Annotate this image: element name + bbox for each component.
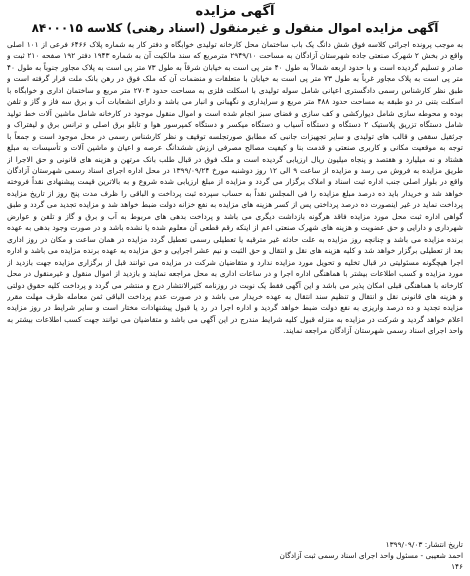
publish-date: تاریخ انتشار: ۱۳۹۹/۰۹/۰۳ <box>385 540 463 549</box>
notice-body: به موجب پرونده اجرائی کلاسه فوق شش دانگ یک باب ساختمان محل کارخانه تولیدی خوابگاه و دفتر کار به شماره پلاک ۶۴۶۶ فرعی از ۱۰۱ اصلی واقع در بخش ۲ شهرک صنعتی جاده شهرستان آزادگان به مساحت ۲۹۴۹/۱۰ مترمربع که سند مالکیت آن به شماره ۱۹۴۳ دفتر ۱۹۲ صفحه ۲۱۰ ثبت و صادر و تسلیم گردیده است و با حدود اربعه شمالاً به طول ۴۰ متر پی است به خیابان شرقاً به طول ۷۳ متر پی است به پلاک مجاور جنوباً به طول ۴۰ متر پی است به پلاک مجاور غرباً به طول ۷۳ متر پی است به خیابان با متعلقات و منضمات آن که ملک فوق در رهن بانک ملت قرار گرفته است و طبق نظر کارشناس رسمی دادگستری اعیانی شامل سوله تولیدی با اسکلت فلزی به مساحت حدود ۲۷۰۳ متر مربع و ساختمان اداری و خوابگاه با اسکلت بتنی در دو طبقه به مساحت حدود ۴۸۸ متر مربع و سرایداری و نگهبانی و انبار می باشد و دارای انشعابات آب و برق سه فاز و گاز و تلفن بوده و محوطه سازی شامل دیوارکشی و کف سازی و فضای سبز انجام شده است و اموال منقول موجود در کارخانه شامل ماشین آلات خط تولید شامل دستگاه تزریق پلاستیک ۲ دستگاه و دستگاه آسیاب و دستگاه میکسر و دستگاه کمپرسور هوا و تابلو برق اصلی و ترانس برق و لیفتراک و جرثقیل سقفی و قالب های تولیدی و سایر تجهیزات جانبی که مطابق صورتجلسه توقیف و نظر کارشناس رسمی در محل موجود است و جمعاً با توجه به موقعیت مکانی و کاربری صنعتی و قدمت بنا و کیفیت مصالح مصرفی ارزش ششدانگ عرصه و اعیان و ماشین آلات و تأسیسات به مبلغ هشتاد و نه میلیارد و هفتصد و پنجاه میلیون ریال ارزیابی گردیده است و ملک فوق در قبال طلب بانک مرتهن و هزینه های قانونی و حق الاجرا از طریق مزایده به فروش می رسد و مزایده از ساعت ۹ الی ۱۲ روز دوشنبه مورخ ۱۳۹۹/۰۹/۲۴ در محل اداره اجرای اسناد رسمی شهرستان آزادگان واقع در بلوار اصلی جنب اداره ثبت اسناد و املاک برگزار می گردد و مزایده از مبلغ ارزیابی شده شروع و به بالاترین قیمت پیشنهادی نقداً فروخته خواهد شد و خریدار باید ده درصد مبلغ مزایده را فی المجلس نقداً به حساب سپرده ثبت پرداخت و الباقی را ظرف مدت پنج روز از تاریخ مزایده پرداخت نماید در غیر اینصورت ده درصد پرداختی پس از کسر هزینه های مزایده به نفع خزانه دولت ضبط خواهد شد و مزایده تجدید می گردد و طبق گواهی اداره ثبت محل مورد مزایده فاقد هرگونه بازداشت دیگری می باشد و پرداخت بدهی های مربوط به آب و برق و گاز و تلفن و عوارض شهرداری و دارایی و حق عضویت و هزینه های شهرک صنعتی اعم از اینکه رقم قطعی آن معلوم شده یا نشده باشد و در صورت وجود بدهی به عهده برنده مزایده می باشد و چنانچه روز مزایده به علت حادثه غیر مترقبه یا تعطیلی رسمی تعطیل گردد مزایده در همان ساعت و مکان در روز اداری بعد از تعطیلی برگزار خواهد شد و کلیه هزینه های نقل و انتقال و حق الثبت و نیم عشر اجرایی و حق مزایده به عهده برنده مزایده می باشد و اداره اجرا هیچگونه مسئولیتی در قبال تخلیه و تحویل مورد مزایده ندارد و متقاضیان شرکت در مزایده می توانند قبل از برگزاری مزایده جهت بازدید از مورد مزایده و کسب اطلاعات بیشتر با هماهنگی اداره اجرا و در ساعات اداری به محل مراجعه نمایند و بازدید از اموال منقول و غیرمنقول در محل کارخانه با هماهنگی قبلی امکان پذیر می باشد و این آگهی فقط یک نوبت در روزنامه کثیرالانتشار درج و منتشر می گردد و پرداخت کلیه حقوق دولتی و هزینه های قانونی نقل و انتقال و تنظیم سند انتقال به عهده خریدار می باشد و در صورت عدم پرداخت الباقی ثمن معامله ظرف مهلت مقرر مزایده تجدید و ده درصد واریزی به نفع دولت ضبط خواهد گردید و اداره اجرا در رد یا قبول پیشنهادات مختار است و سایر شرایط در روز مزایده اعلام خواهد گردید و شرکت در مزایده به منزله قبول کلیه شرایط مندرج در این آگهی می باشد و متقاضیان می توانند جهت کسب اطلاعات بیشتر به واحد اجرای اسناد رسمی شهرستان آزادگان مراجعه نمایند. <box>7 40 463 336</box>
notice-code: ۱۴۶ <box>451 562 463 571</box>
notice-footer <box>280 539 463 572</box>
signature-line: احمد شعیبی - مسئول واحد اجرای اسناد رسمی ثبت آزادگان <box>279 551 463 560</box>
notice-title: آگهی مزایده <box>195 4 275 19</box>
notice-subtitle: آگهی مزایده اموال منقول و غیرمنقول (اسناد رهنی) کلاسه ۸۴۰۰۰۱۵ <box>31 21 439 35</box>
